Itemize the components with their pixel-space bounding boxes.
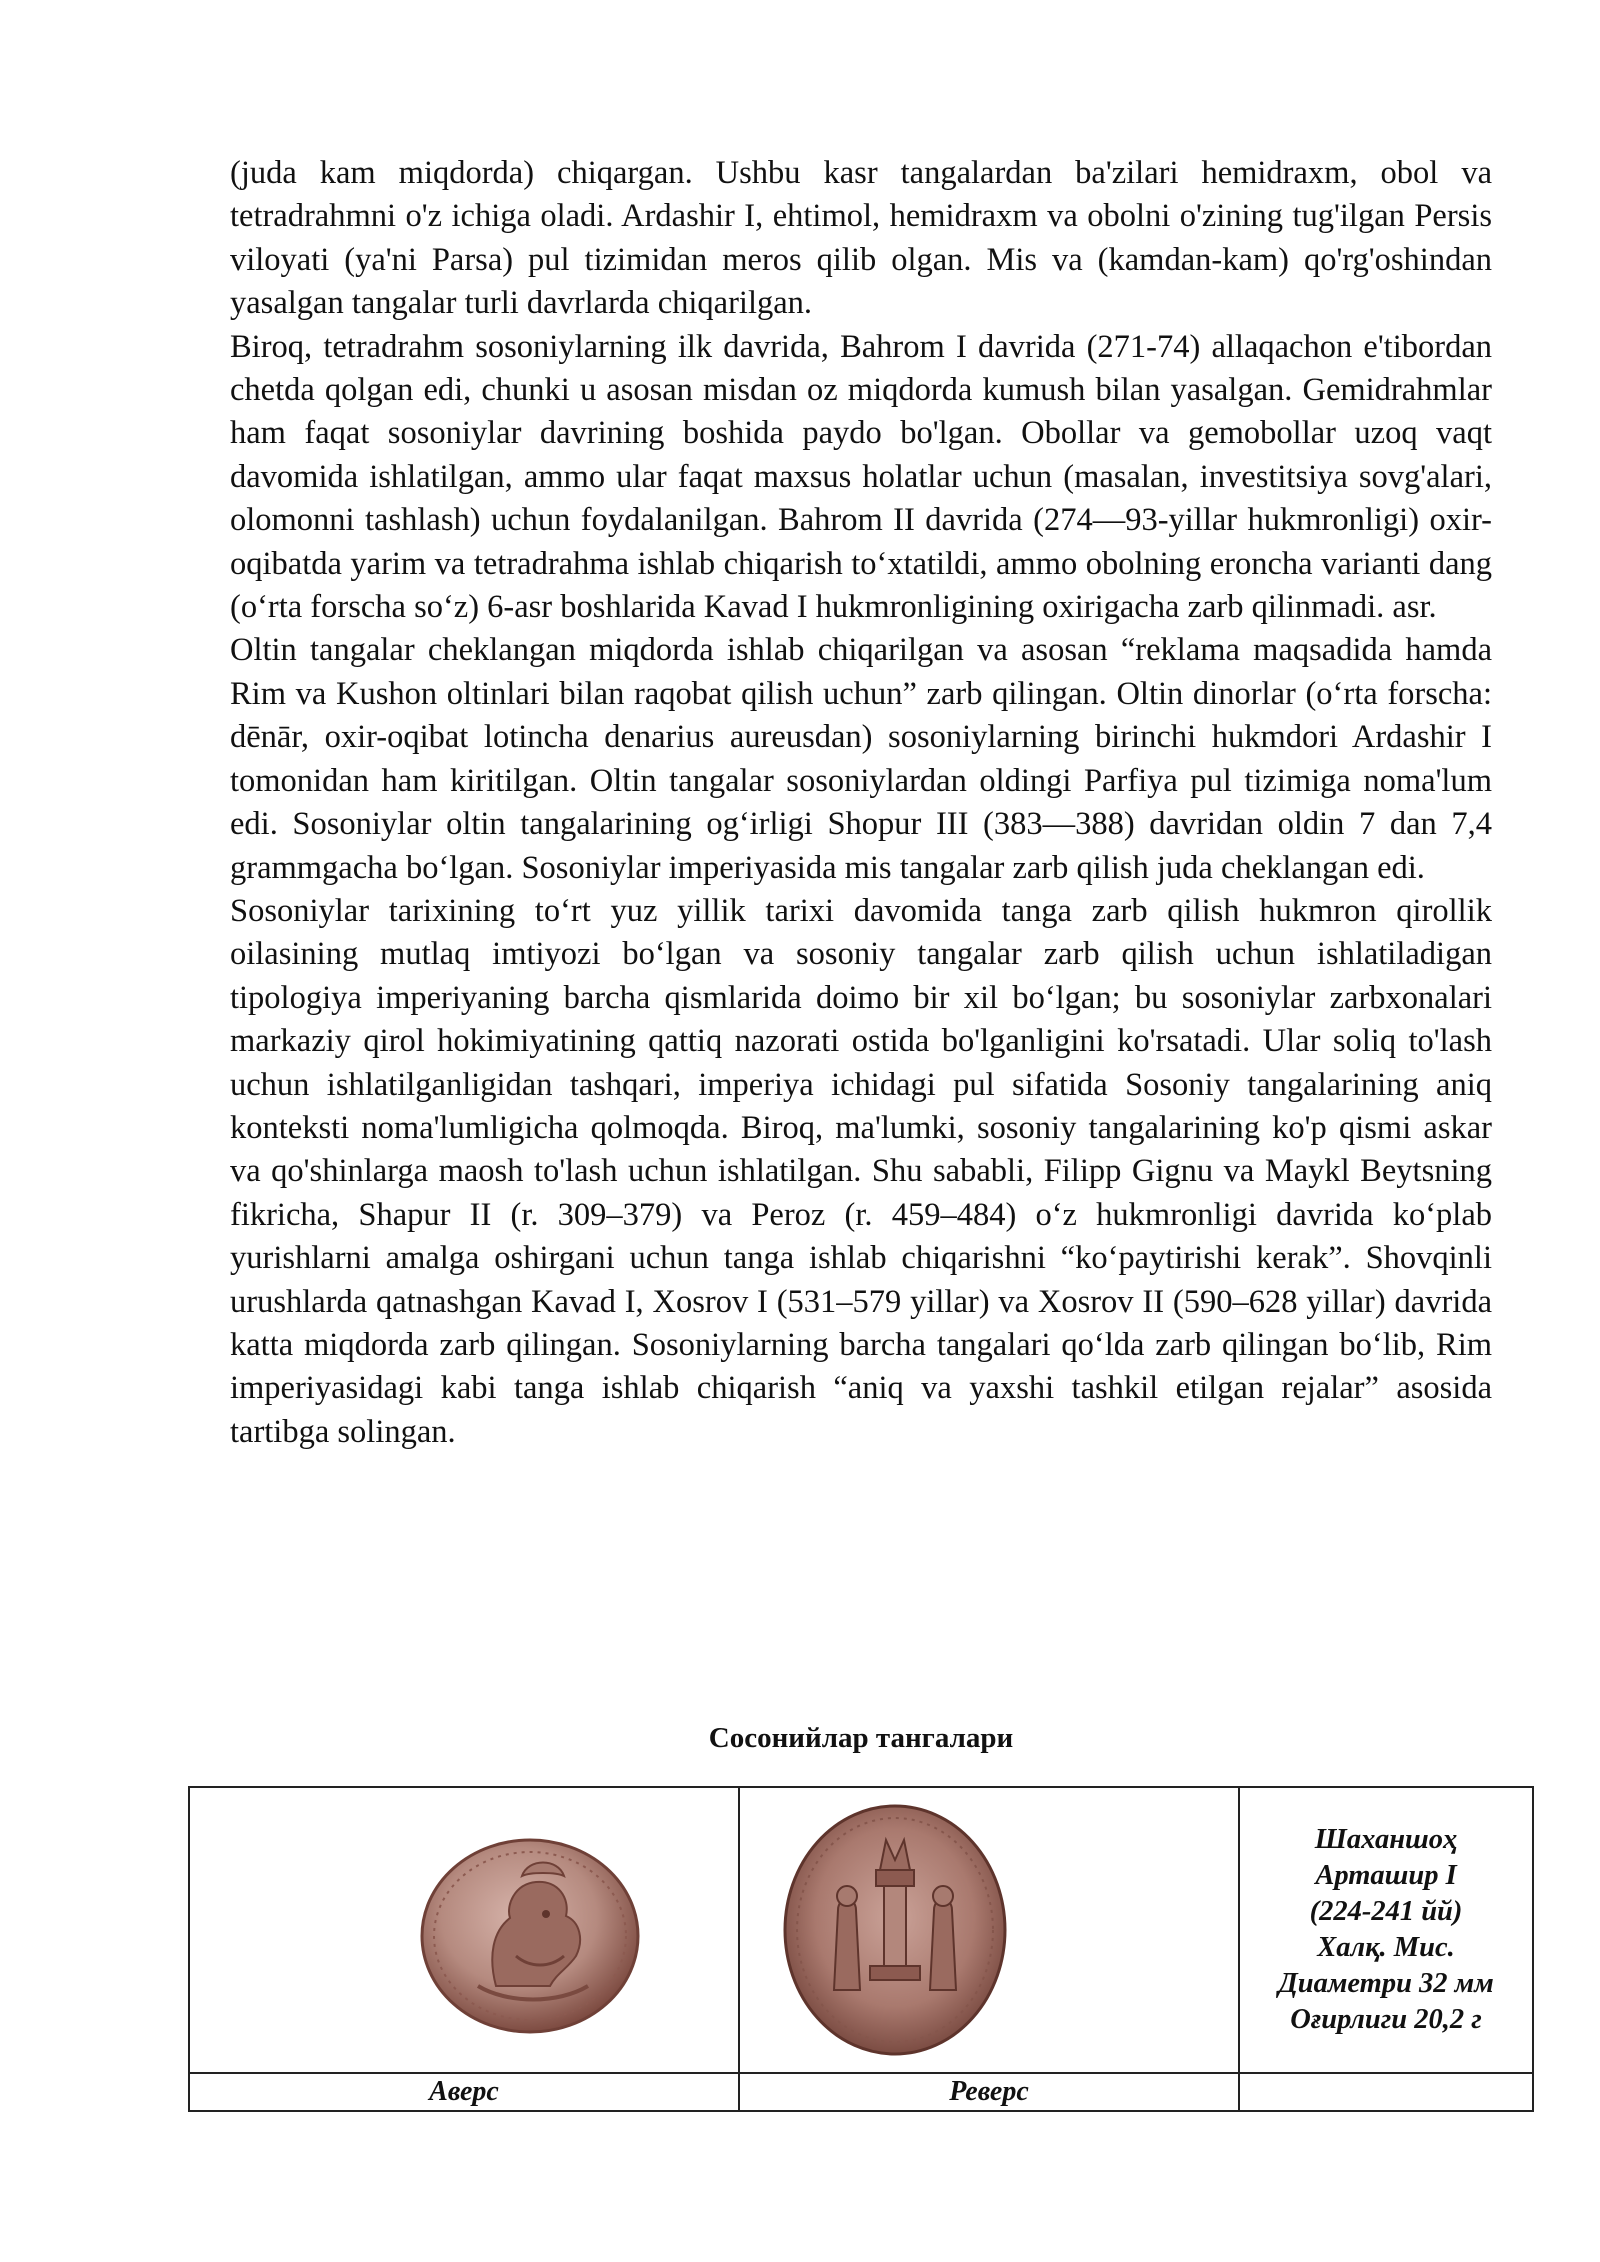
coin-diameter: Диаметри 32 мм [1278,1968,1494,1999]
coin-label-row [189,2073,1533,2111]
body-text [230,152,1492,1454]
ruler-title: Шаханшоҳ [1314,1824,1458,1855]
reverse-label: Реверс [739,2073,1239,2111]
coin-image-row [189,1787,1533,2073]
reign-years: (224-241 йй) [1309,1896,1463,1927]
ruler-name: Арташир I [1315,1860,1457,1891]
paragraph-4: Sosoniylar tarixining to‘rt yuz yillik tarixi davomida tanga zarb qilish hukmron qirollik oilasining mutlaq imtiyozi bo‘lgan va sosoniy tangalar zarb qilish uchun ishlatiladigan tipologiya imperiyaning barcha qismlarida doimo bir xil bo‘lgan; bu sosoniylar zarbxonalari markaziy qirol hokimiyatining qattiq nazorati ostida bo'lganligini ko'rsatadi. Ular soliq to'lash uchun ishlatilganligidan tashqari, imperiya ichidagi pul sifatida Sosoniy tangalarining aniq konteksti noma'lumligicha qolmoqda. Biroq, ma'lumki, sosoniy tangalarining ko'p qismi askar va qo'shinlarga maosh to'lash uchun ishlatilgan. Shu sababli, Filipp Gignu va Maykl Beytsning fikricha, Shapur II (r. 309–379) va Peroz (r. 459–484) o‘z hukmronligi davrida ko‘plab yurishlarni amalga oshirgani uchun tanga ishlab chiqarishni “ko‘paytirishi kerak”. Shovqinli urushlarda qatnashgan Kavad I, Xosrov I (531–579 yillar) va Xosrov II (590–628 yillar) davrida katta miqdorda zarb qilingan. Sosoniylarning barcha tangalari qo‘lda zarb qilingan bo‘lib, Rim imperiyasidagi kabi tanga ishlab chiqarish “aniq va yaxshi tashkil etilgan rejalar” asosida tartibga solingan. [230,892,1492,1450]
paragraph-2: Biroq, tetradrahm sosoniylarning ilk davrida, Bahrom I davrida (271-74) allaqachon e'tibordan chetda qolgan edi, chunki u asosan misdan oz miqdorda kumush bilan yasalgan. Gemidrahmlar ham faqat sosoniylar davrining boshida paydo bo'lgan. Obollar va gemobollar uzoq vaqt davomida ishlatilgan, ammo ular faqat maxsus holatlar uchun (masalan, investitsiya sovg'alari, olomonni tashlash) uchun foydalanilgan. Bahrom II davrida (274—93-yillar hukmronligi) oxir-oqibatda yarim va tetradrahma ishlab chiqarish to‘xtatildi, ammo obolning eroncha varianti dang (o‘rta forscha so‘z) 6-asr boshlarida Kavad I hukmronligining oxirigacha zarb qilinmadi. asr. [230,328,1492,626]
coin-reverse-image [780,1800,1010,2065]
coin-material: Халқ. Мис. [1317,1932,1455,1963]
coin-table [188,1786,1534,2112]
obverse-cell [189,1787,739,2073]
paragraph-3: Oltin tangalar cheklangan miqdorda ishlab chiqarilgan va asosan “reklama maqsadida hamda Rim va Kushon oltinlari bilan raqobat qilish uchun” zarb qilingan. Oltin dinorlar (o‘rta forscha: dēnār, oxir-oqibat lotincha denarius aureusdan) sosoniylarning birinchi hukmdori Ardashir I tomonidan ham kiritilgan. Oltin tangalar sosoniylardan oldingi Parfiya pul tizimiga noma'lum edi. Sosoniylar oltin tangalarining og‘irligi Shopur III (383—388) davridan oldin 7 dan 7,4 grammgacha bo‘lgan. Sosoniylar imperiyasida mis tangalar zarb qilish juda cheklangan edi. [230,632,1492,886]
obverse-label: Аверс [189,2073,739,2111]
coin-info-cell [1239,1787,1533,2073]
coin-obverse-image [418,1836,642,2041]
figure-caption: Сосонийлар тангалари [708,1722,1014,1754]
paragraph-1: (juda kam miqdorda) chiqargan. Ushbu kasr tangalardan ba'zilari hemidraxm, obol va tetradrahmni o'z ichiga oladi. Ardashir I, ehtimol, hemidraxm va obolni o'zining tug'ilgan Persis viloyati (ya'ni Parsa) pul tizimidan meros qilib olgan. Mis va (kamdan-kam) qo'rg'oshindan yasalgan tangalar turli davrlarda chiqarilgan. [230,155,1492,322]
empty-label-cell [1239,2073,1533,2111]
coin-weight: Оғирлиги 20,2 г [1290,2004,1482,2035]
reverse-cell [739,1787,1239,2073]
